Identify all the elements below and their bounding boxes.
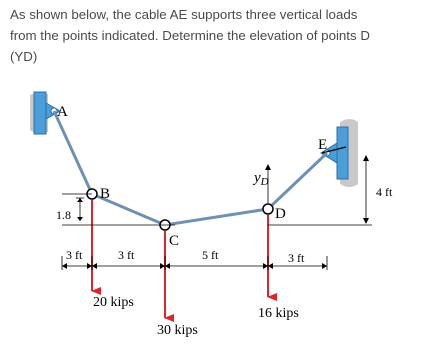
- yd-subscript: D: [260, 176, 269, 188]
- label-e: E: [318, 137, 328, 153]
- question-line-1: As shown below, the cable AE supports three vertical loads: [10, 7, 358, 22]
- load-label-b: 20 kips: [93, 295, 134, 310]
- dim-label-h3: 5 ft: [202, 248, 219, 262]
- dim-4ft: [363, 155, 369, 224]
- label-c: C: [169, 233, 180, 249]
- label-a: A: [57, 104, 68, 120]
- cable: [54, 111, 327, 225]
- load-label-c: 30 kips: [157, 323, 198, 338]
- question-line-3: (YD): [10, 49, 38, 64]
- dim-label-1-8: 1.8: [56, 208, 71, 222]
- question-text: [10, 4, 425, 67]
- dim-label-4ft: 4 ft: [376, 185, 393, 199]
- question-line-2: from the points indicated. Determine the elevation of points D: [10, 28, 370, 43]
- dim-label-yd: [252, 170, 269, 188]
- dim-label-h2: 3 ft: [118, 248, 135, 262]
- dim-1-8: [76, 198, 84, 221]
- load-label-d: 16 kips: [258, 306, 299, 321]
- label-b: B: [100, 186, 111, 202]
- dim-label-h1: 3 ft: [66, 248, 83, 262]
- dim-label-h4: 3 ft: [288, 251, 305, 265]
- cable-diagram: [0, 72, 432, 353]
- label-d: D: [275, 206, 286, 222]
- yd-symbol: y: [254, 170, 261, 186]
- pin-d: [263, 204, 273, 214]
